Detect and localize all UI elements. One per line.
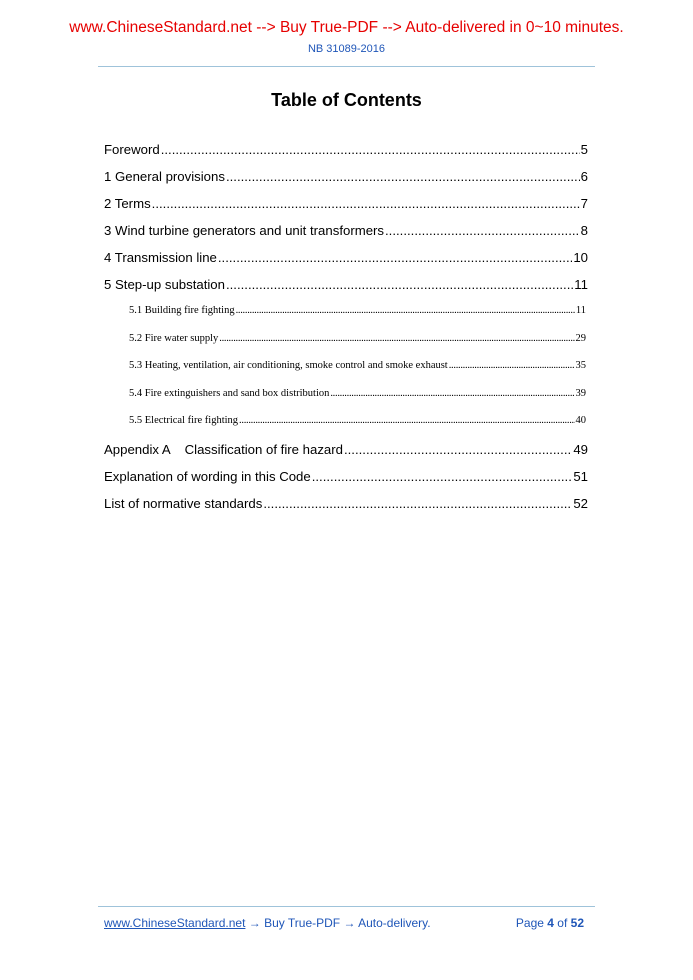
toc-entry-general-provisions[interactable]: [104, 168, 588, 186]
page-current: 4: [547, 916, 554, 930]
toc-entry-label: 5 Step-up substation: [104, 277, 225, 292]
toc-entry-page: 6: [580, 169, 588, 184]
toc-entry-foreword[interactable]: [104, 141, 588, 159]
toc-leader-dots: [226, 276, 573, 294]
toc-entry-explanation-of-wording[interactable]: [104, 468, 588, 486]
toc-leader-dots: [263, 495, 572, 513]
footer-promo-text: → Buy True-PDF → Auto-delivery.: [245, 916, 431, 930]
toc-entry-page: 39: [575, 387, 586, 399]
page-footer: [104, 916, 584, 930]
page-prefix: Page: [515, 916, 548, 930]
toc-entry-normative-standards[interactable]: [104, 495, 588, 513]
toc-entry-page: 29: [575, 332, 586, 344]
toc-entry-label: 5.4 Fire extinguishers and sand box distribution: [129, 387, 330, 399]
toc-entry-label: Appendix A Classification of fire hazard: [104, 441, 343, 457]
footer-promo: [104, 916, 431, 930]
toc-entry-page: 10: [573, 250, 588, 265]
toc-leader-dots: [330, 386, 574, 402]
toc-entry-terms[interactable]: [104, 195, 588, 213]
page-title: Table of Contents: [271, 90, 422, 110]
page-of: of: [553, 916, 571, 930]
toc-entry-fire-extinguishers[interactable]: [129, 386, 586, 402]
header-banner: www.ChineseStandard.net --> Buy True-PDF --> Auto-delivered in 0~10 minutes.: [69, 19, 624, 36]
toc-entry-label: 1 General provisions: [104, 169, 225, 184]
toc-entry-hvac-smoke[interactable]: [129, 358, 586, 374]
toc-entry-label: Explanation of wording in this Code: [104, 468, 311, 484]
toc-entry-wind-turbine[interactable]: [104, 222, 588, 240]
toc-leader-dots: [219, 331, 574, 347]
toc-entry-electrical-fire-fighting[interactable]: [129, 413, 586, 429]
toc-entry-transmission-line[interactable]: [104, 249, 588, 267]
toc-entry-page: 7: [580, 196, 588, 211]
toc-entry-label: List of normative standards: [104, 495, 263, 511]
toc-leader-dots: [239, 413, 574, 429]
standard-code: NB 31089-2016: [307, 43, 386, 55]
toc-entry-page: 11: [575, 305, 586, 316]
toc-entry-label: 5.2 Fire water supply: [129, 332, 219, 344]
toc-leader-dots: [226, 168, 580, 186]
toc-entry-page: 5: [580, 142, 588, 157]
toc-entry-page: 51: [573, 468, 588, 484]
toc-entry-label: 4 Transmission line: [104, 250, 217, 265]
toc-entry-page: 11: [574, 277, 588, 292]
toc-leader-dots: [161, 141, 580, 159]
toc-entry-appendix-a[interactable]: [104, 441, 588, 459]
toc-entry-label: Foreword: [104, 142, 160, 157]
footer-divider: [98, 906, 595, 907]
toc-entry-building-fire-fighting[interactable]: [129, 303, 586, 319]
toc-leader-dots: [312, 468, 573, 486]
toc-leader-dots: [385, 222, 580, 240]
toc-leader-dots: [152, 195, 580, 213]
toc-entry-label: 3 Wind turbine generators and unit transformers: [104, 223, 385, 238]
toc-entry-label: 5.3 Heating, ventilation, air conditioning, smoke control and smoke exhaust: [129, 360, 448, 371]
page-total: 52: [570, 916, 584, 930]
page-number: [516, 916, 584, 930]
toc-entry-label: 5.1 Building fire fighting: [129, 305, 235, 316]
toc-leader-dots: [449, 358, 575, 374]
toc-leader-dots: [236, 303, 575, 319]
toc-entry-label: 5.5 Electrical fire fighting: [129, 415, 239, 426]
toc-entry-label: 2 Terms: [104, 196, 151, 211]
footer-site-link[interactable]: www.ChineseStandard.net: [104, 916, 246, 930]
toc-leader-dots: [218, 249, 572, 267]
toc-entry-step-up-substation[interactable]: [104, 276, 588, 294]
toc-leader-dots: [344, 441, 572, 459]
toc-entry-page: 52: [573, 495, 588, 511]
header-divider: [98, 66, 595, 67]
toc-entry-page: 35: [575, 360, 586, 371]
toc-entry-page: 49: [573, 441, 588, 457]
table-of-contents: [104, 141, 588, 522]
toc-entry-page: 8: [580, 223, 588, 238]
toc-entry-page: 40: [575, 415, 586, 426]
toc-entry-fire-water-supply[interactable]: [129, 331, 586, 347]
